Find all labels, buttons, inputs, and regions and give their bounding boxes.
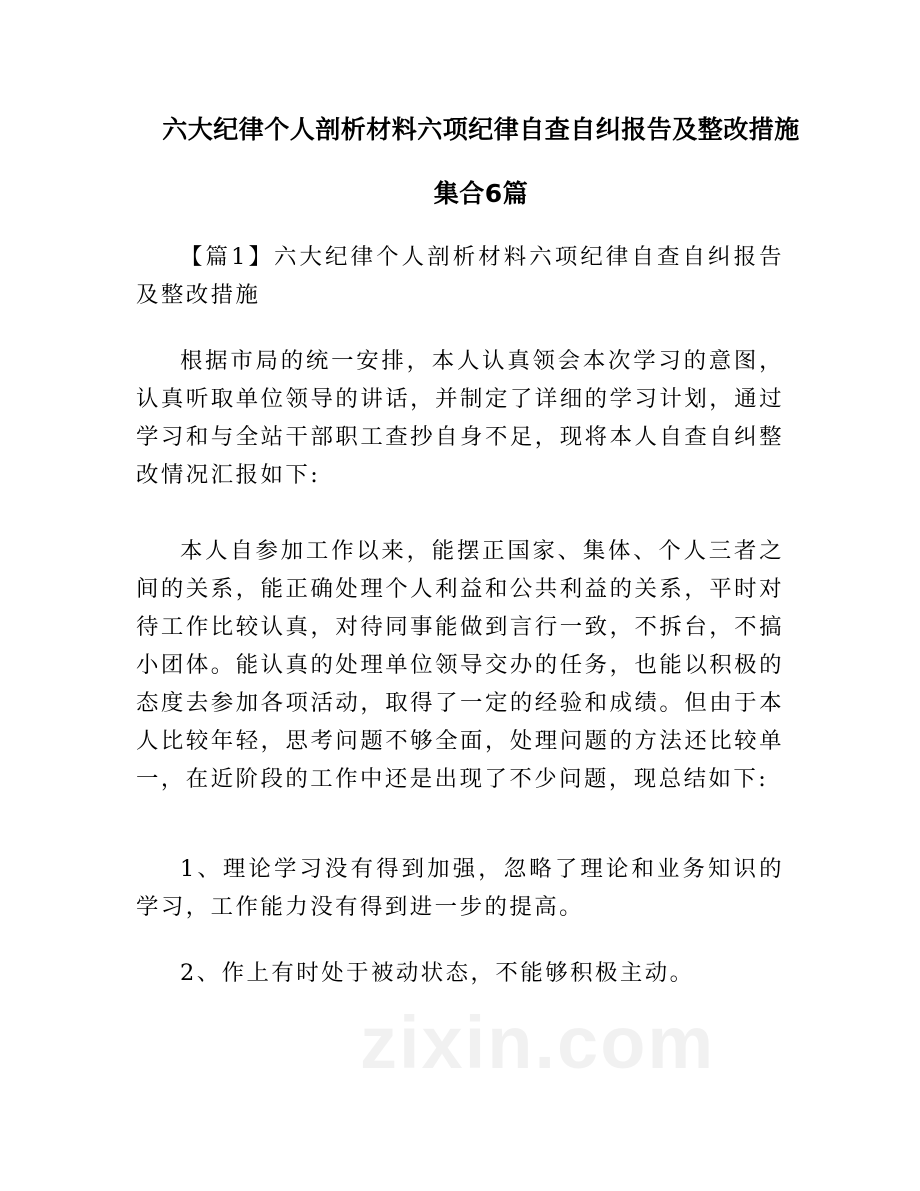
paragraph-intro: 根据市局的统一安排，本人认真领会本次学习的意图，认真听取单位领导的讲话，并制定了详细的学习计划，通过学习和与全站干部职工查抄自身不足，现将本人自查自纠整改情况汇报如下: bbox=[136, 348, 784, 488]
watermark-logo: zixin.com bbox=[360, 1001, 716, 1084]
paragraph-self-review: 本人自参加工作以来，能摆正国家、集体、个人三者之间的关系，能正确处理个人利益和公共利益的关系，平时对待工作比较认真，对待同事能做到言行一致，不拆台，不搞小团体。能认真的处理单位领导交办的任务，也能以积极的态度去参加各项活动，取得了一定的经验和成绩。但由于本人比较年轻，思考问题不够全面，处理问题的方法还比较单一，在近阶段的工作中还是出现了不少问题，现总结如下: bbox=[136, 538, 784, 792]
document-title-line-2: 集合6篇 bbox=[433, 179, 529, 208]
document-title-line-1: 六大纪律个人剖析材料六项纪律自查自纠报告及整改措施 bbox=[162, 115, 800, 144]
paragraph-issue-1: 1、理论学习没有得到加强，忽略了理论和业务知识的学习，工作能力没有得到进一步的提高。 bbox=[136, 856, 784, 920]
section-heading: 【篇1】六大纪律个人剖析材料六项纪律自查自纠报告及整改措施 bbox=[136, 244, 784, 308]
paragraph-issue-2: 2、作上有时处于被动状态，不能够积极主动。 bbox=[180, 960, 695, 986]
